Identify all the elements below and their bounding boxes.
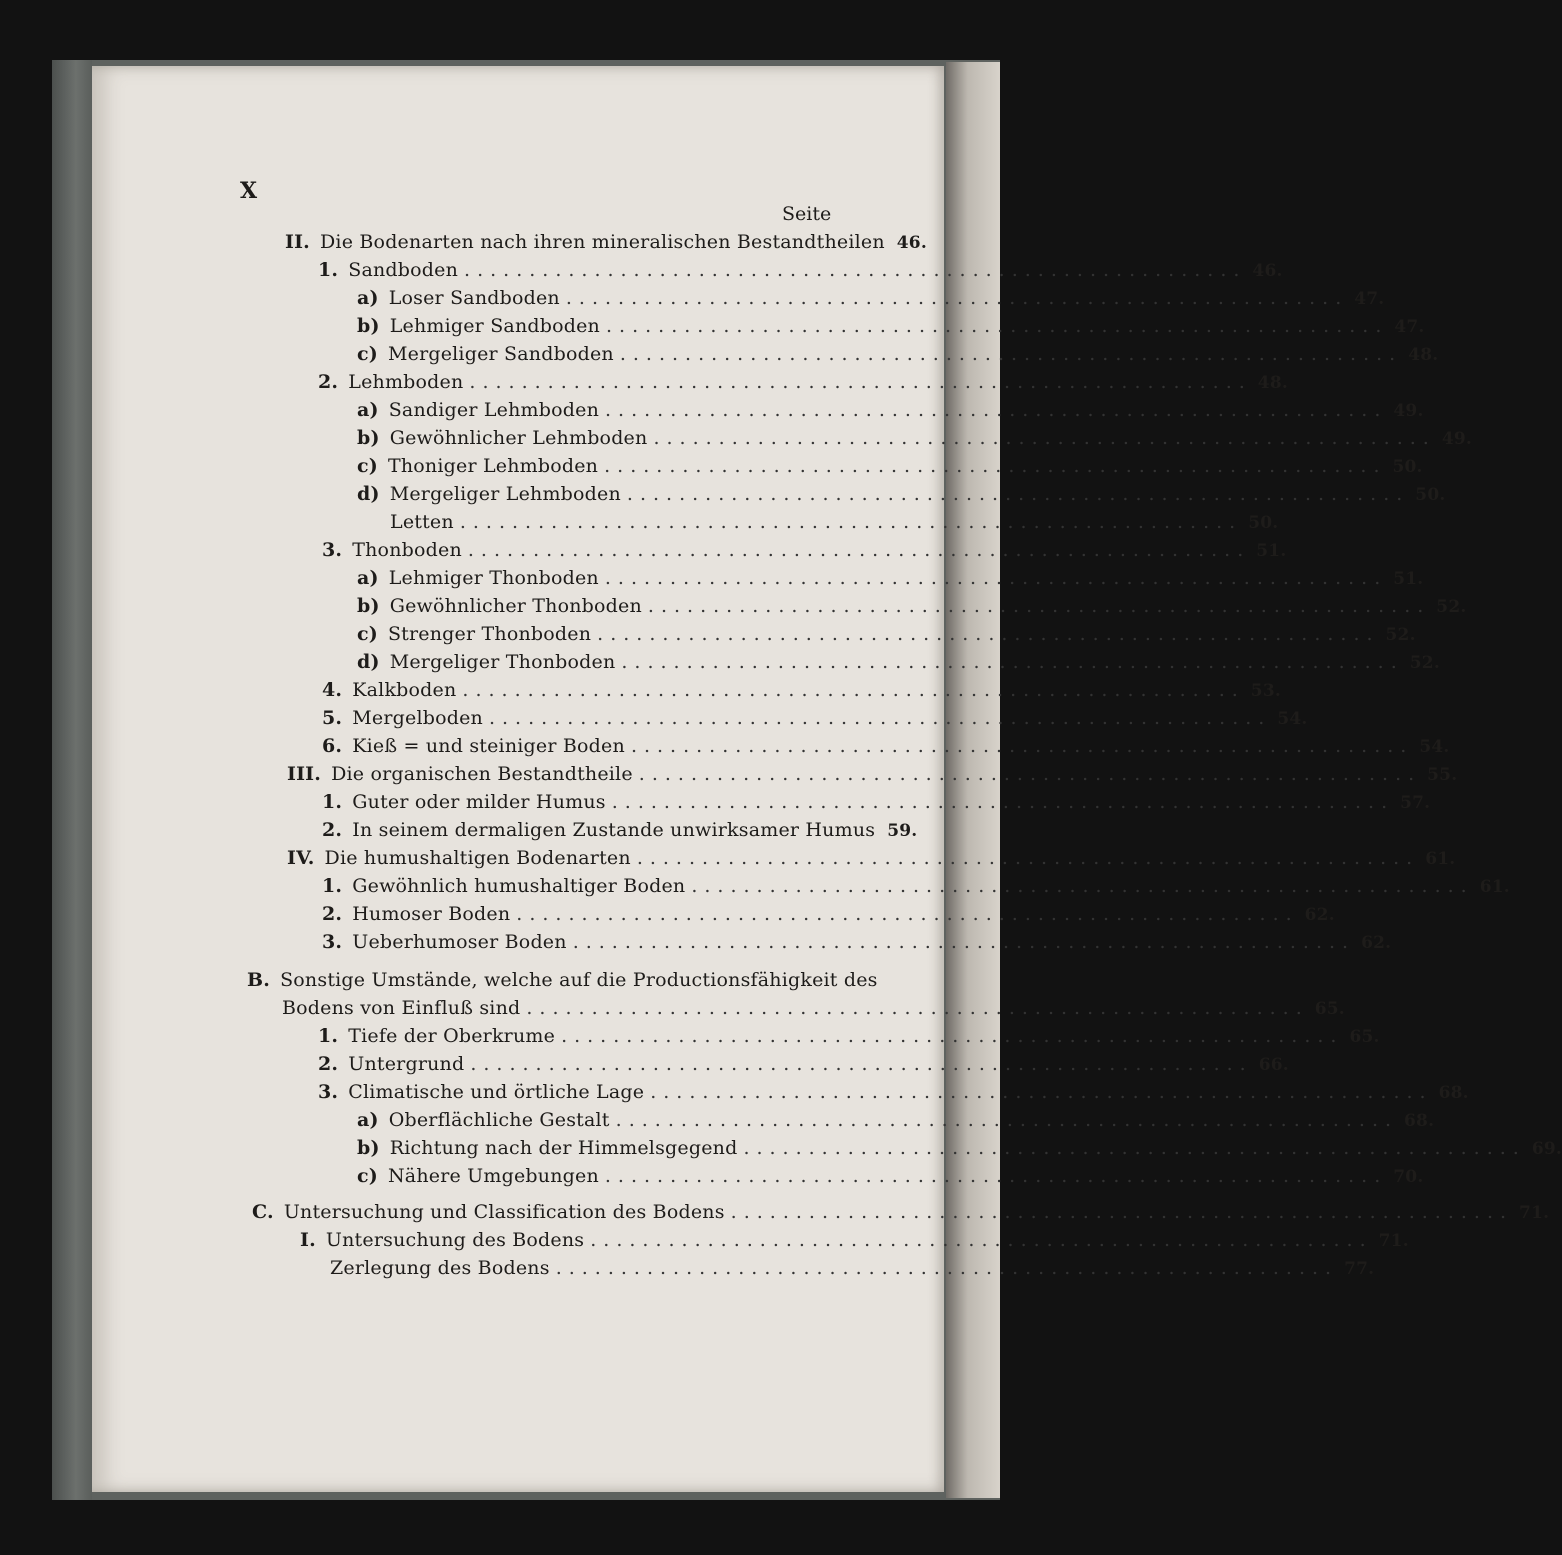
toc-leader-dots: ............................................................ <box>611 791 1395 813</box>
toc-entry-number: 1. <box>318 259 339 281</box>
toc-leader-dots: ............................................................ <box>621 651 1404 673</box>
toc-leader-dots: ............................................................ <box>467 539 1251 561</box>
toc-entry-page: 59. <box>887 821 918 841</box>
toc-entry <box>330 1257 1375 1279</box>
toc-leader-dots: ............................................................ <box>626 483 1410 505</box>
toc-entry <box>357 567 1424 589</box>
toc-entry-page: 62. <box>1361 933 1392 953</box>
toc-leader-dots: ............................................................ <box>606 315 1389 337</box>
toc-entry-label: Nähere Umgebungen <box>387 1165 599 1187</box>
toc-entry-label: Mergeliger Sandboden <box>387 343 614 365</box>
toc-entry-label: Thonboden <box>352 539 462 561</box>
toc-entry-number: a) <box>357 399 379 421</box>
toc-entry-number: IV. <box>287 847 315 869</box>
toc-entry-label: Mergeliger Lehmboden <box>389 483 621 505</box>
toc-entry-label: Mergelboden <box>352 707 483 729</box>
toc-leader-dots: ............................................................ <box>561 1025 1344 1047</box>
toc-entry <box>357 1137 1562 1159</box>
toc-entry <box>247 969 878 991</box>
toc-entry-number: 1. <box>322 875 343 897</box>
toc-entry-number: 3. <box>318 1081 339 1103</box>
toc-entry-label: Die humushaltigen Bodenarten <box>324 847 631 869</box>
toc-entry-label: Untersuchung und Classification des Bodens <box>283 1201 725 1223</box>
toc-leader-dots: ............................................................ <box>605 399 1388 421</box>
toc-leader-dots: ............................................................ <box>462 679 1245 701</box>
toc-entry <box>287 847 1456 869</box>
toc-entry-page: 46. <box>896 233 927 253</box>
toc-entry <box>285 231 927 253</box>
toc-entry-page: 46. <box>1252 261 1283 281</box>
toc-entry <box>357 623 1416 645</box>
toc-entry-label: Die Bodenarten nach ihren mineralischen Bestandtheilen <box>320 231 885 253</box>
toc-entry-page: 47. <box>1354 289 1385 309</box>
toc-leader-dots: ............................................................ <box>615 1109 1399 1131</box>
toc-leader-dots: ............................................................ <box>691 875 1474 897</box>
toc-leader-dots: ............................................................ <box>565 287 1349 309</box>
toc-entry-page: 54. <box>1419 737 1450 757</box>
toc-entry-page: 52. <box>1436 597 1467 617</box>
toc-leader-dots: ............................................................ <box>743 1137 1526 1159</box>
toc-entry <box>318 1053 1289 1075</box>
toc-entry-page: 68. <box>1438 1083 1469 1103</box>
toc-entry-number: 4. <box>322 679 343 701</box>
toc-leader-dots: ............................................................ <box>638 763 1422 785</box>
toc-entry-page: 48. <box>1257 373 1288 393</box>
toc-entry-page: 61. <box>1425 849 1456 869</box>
toc-leader-dots: ............................................................ <box>470 1053 1253 1075</box>
toc-entry <box>318 1081 1469 1103</box>
toc-entry-label: Mergeliger Thonboden <box>389 651 616 673</box>
toc-entry <box>322 735 1450 757</box>
toc-entry-label: Untersuchung des Bodens <box>325 1229 585 1251</box>
toc-leader-dots: ............................................................ <box>590 1229 1373 1251</box>
toc-entry-number: c) <box>357 1165 378 1187</box>
toc-entry-number: a) <box>357 287 379 309</box>
toc-entry-page: 52. <box>1385 625 1416 645</box>
toc-entry-page: 77. <box>1344 1259 1375 1279</box>
toc-entry <box>357 651 1440 673</box>
toc-entry-number: III. <box>287 763 322 785</box>
toc-entry-number: 5. <box>322 707 343 729</box>
toc-entry-label: Bodens von Einfluß sind <box>282 997 521 1019</box>
toc-entry-page: 50. <box>1415 485 1446 505</box>
toc-entry-page: 61. <box>1479 877 1510 897</box>
toc-entry <box>282 997 1345 1019</box>
toc-entry <box>322 819 918 841</box>
toc-leader-dots: ............................................................ <box>597 623 1380 645</box>
toc-entry-number: 3. <box>322 539 343 561</box>
toc-leader-dots: ............................................................ <box>604 567 1388 589</box>
toc-entry-label: Oberflächliche Gestalt <box>388 1109 610 1131</box>
toc-entry <box>357 399 1424 421</box>
toc-entry-page: 70. <box>1393 1167 1424 1187</box>
toc-entry <box>318 259 1283 281</box>
toc-entry-label: Kalkboden <box>352 679 457 701</box>
toc-entry-number: B. <box>247 969 271 991</box>
toc-entry-label: Letten <box>390 511 454 533</box>
toc-leader-dots: ............................................................ <box>488 707 1272 729</box>
toc-entry-number: 2. <box>318 1053 339 1075</box>
toc-leader-dots: ............................................................ <box>650 1081 1433 1103</box>
toc-entry-label: Gewöhnlicher Lehmboden <box>389 427 648 449</box>
page-column-header: Seite <box>782 203 832 225</box>
toc-entry-number: 2. <box>318 371 339 393</box>
toc-entry-label: Thoniger Lehmboden <box>387 455 599 477</box>
toc-entry-number: c) <box>357 455 378 477</box>
toc-entry-page: 66. <box>1258 1055 1289 1075</box>
toc-entry-page: 50. <box>1392 457 1423 477</box>
toc-entry <box>322 707 1308 729</box>
toc-leader-dots: ............................................................ <box>469 371 1252 393</box>
toc-entry-label: Strenger Thonboden <box>387 623 592 645</box>
toc-leader-dots: ............................................................ <box>604 455 1387 477</box>
toc-entry <box>318 1025 1380 1047</box>
toc-entry-label: Tiefe der Oberkrume <box>348 1025 556 1047</box>
toc-entry-page: 57. <box>1400 793 1431 813</box>
toc-entry-label: Loser Sandboden <box>388 287 560 309</box>
toc-entry-page: 71. <box>1519 1203 1550 1223</box>
toc-entry <box>287 763 1458 785</box>
toc-entry-label: Lehmiger Thonboden <box>388 567 599 589</box>
toc-entry-label: Richtung nach der Himmelsgegend <box>389 1137 738 1159</box>
toc-entry-number: b) <box>357 1137 380 1159</box>
toc-entry-label: Guter oder milder Humus <box>352 791 606 813</box>
toc-entry <box>322 903 1335 925</box>
toc-entry <box>322 539 1287 561</box>
toc-entry-label: Gewöhnlich humushaltiger Boden <box>352 875 686 897</box>
toc-leader-dots: ............................................................ <box>464 259 1247 281</box>
toc-leader-dots: ............................................................ <box>572 931 1356 953</box>
toc-entry-number: 1. <box>318 1025 339 1047</box>
toc-entry <box>300 1229 1409 1251</box>
toc-entry-number: II. <box>285 231 310 253</box>
toc-entry-page: 52. <box>1409 653 1440 673</box>
toc-entry <box>322 931 1392 953</box>
toc-entry-page: 55. <box>1427 765 1458 785</box>
toc-entry-number: 2. <box>322 819 343 841</box>
toc-entry-page: 47. <box>1394 317 1425 337</box>
toc-entry-label: In seinem dermaligen Zustande unwirksamer Humus <box>352 819 876 841</box>
toc-entry <box>357 483 1446 505</box>
toc-entry-number: b) <box>357 427 380 449</box>
toc-entry <box>322 875 1510 897</box>
toc-entry-number: c) <box>357 623 378 645</box>
toc-leader-dots: ............................................................ <box>516 903 1299 925</box>
toc-entry-label: Die organischen Bestandtheile <box>331 763 633 785</box>
toc-entry-page: 68. <box>1404 1111 1435 1131</box>
toc-entry-number: 1. <box>322 791 343 813</box>
toc-entry <box>357 1165 1424 1187</box>
toc-entry-label: Lehmiger Sandboden <box>389 315 600 337</box>
toc-entry <box>318 371 1288 393</box>
toc-entry <box>357 455 1423 477</box>
toc-entry <box>252 1201 1550 1223</box>
toc-entry-number: b) <box>357 315 380 337</box>
toc-entry-label: Sonstige Umstände, welche auf die Productionsfähigkeit des <box>280 969 878 991</box>
toc-entry-page: 50. <box>1248 513 1279 533</box>
page-folio: X <box>240 178 258 204</box>
toc-entry-number: a) <box>357 567 379 589</box>
toc-leader-dots: ............................................................ <box>526 997 1309 1019</box>
toc-entry <box>390 511 1279 533</box>
toc-entry <box>357 427 1473 449</box>
toc-entry <box>322 791 1431 813</box>
toc-entry-page: 48. <box>1408 345 1439 365</box>
toc-entry-number: c) <box>357 343 378 365</box>
toc-leader-dots: ............................................................ <box>604 1165 1388 1187</box>
toc-entry-label: Climatische und örtliche Lage <box>348 1081 645 1103</box>
toc-entry-label: Kieß = und steiniger Boden <box>352 735 625 757</box>
toc-entry <box>357 315 1425 337</box>
toc-leader-dots: ............................................................ <box>730 1201 1514 1223</box>
toc-leader-dots: ............................................................ <box>459 511 1243 533</box>
toc-entry-number: C. <box>252 1201 274 1223</box>
toc-leader-dots: ............................................................ <box>647 595 1431 617</box>
toc-entry <box>357 343 1439 365</box>
toc-leader-dots: ............................................................ <box>653 427 1436 449</box>
toc-entry-page: 49. <box>1441 429 1473 449</box>
toc-entry <box>357 1109 1435 1131</box>
toc-entry-label: Gewöhnlicher Thonboden <box>389 595 642 617</box>
toc-entry-label: Lehmboden <box>348 371 464 393</box>
toc-entry-number: 3. <box>322 931 343 953</box>
toc-entry-number: d) <box>357 651 380 673</box>
toc-entry-page: 65. <box>1349 1027 1380 1047</box>
toc-entry-page: 65. <box>1314 999 1345 1019</box>
toc-entry-number: a) <box>357 1109 379 1131</box>
toc-entry <box>357 595 1467 617</box>
toc-entry-number: b) <box>357 595 380 617</box>
toc-entry-label: Sandboden <box>348 259 459 281</box>
toc-entry-number: I. <box>300 1229 316 1251</box>
toc-entry-label: Humoser Boden <box>352 903 511 925</box>
toc-entry-page: 62. <box>1304 905 1335 925</box>
toc-leader-dots: ............................................................ <box>555 1257 1339 1279</box>
toc-entry-label: Zerlegung des Bodens <box>330 1257 550 1279</box>
toc-entry-label: Untergrund <box>348 1053 465 1075</box>
toc-entry-page: 51. <box>1393 569 1424 589</box>
toc-leader-dots: ............................................................ <box>630 735 1414 757</box>
toc-entry-number: 6. <box>322 735 343 757</box>
toc-entry <box>322 679 1281 701</box>
toc-entry-number: d) <box>357 483 380 505</box>
toc-entry-page: 49. <box>1393 401 1424 421</box>
toc-entry-page: 69. <box>1531 1139 1562 1159</box>
toc-entry-page: 51. <box>1256 541 1287 561</box>
toc-leader-dots: ............................................................ <box>636 847 1420 869</box>
toc-entry-page: 54. <box>1277 709 1308 729</box>
toc-entry-page: 71. <box>1378 1231 1409 1251</box>
toc-entry-label: Sandiger Lehmboden <box>388 399 600 421</box>
toc-leader-dots: ............................................................ <box>619 343 1403 365</box>
toc-entry-number: 2. <box>322 903 343 925</box>
toc-entry-page: 53. <box>1250 681 1281 701</box>
toc-entry <box>357 287 1385 309</box>
toc-entry-label: Ueberhumoser Boden <box>352 931 567 953</box>
